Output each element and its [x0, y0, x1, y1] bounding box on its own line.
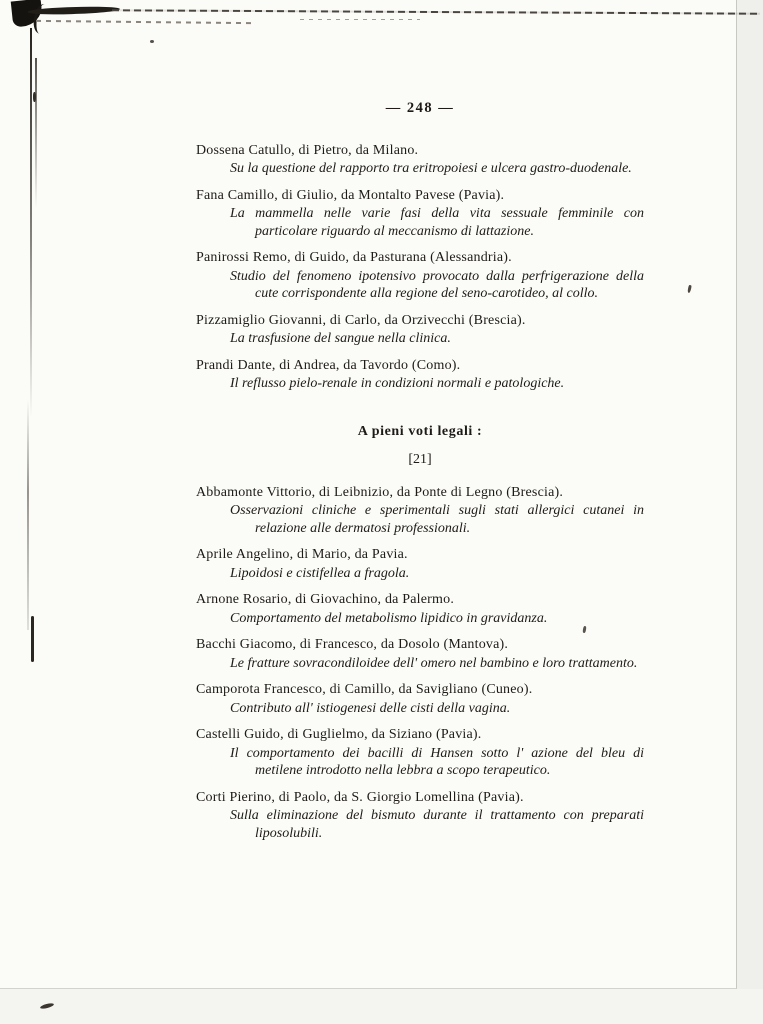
entry-title: Contributo all' istiogenesi delle cisti della vagina. — [230, 700, 511, 716]
entry-name: Aprile Angelino, di Mario, da Pavia. — [196, 547, 408, 562]
list-item — [196, 546, 644, 582]
entry-name: Pizzamiglio Giovanni, di Carlo, da Orzivecchi (Brescia). — [196, 312, 526, 328]
entry-name: Panirossi Remo, di Guido, da Pasturana (Alessandria). — [196, 250, 512, 265]
list-item — [196, 591, 644, 627]
entries-section-1 — [196, 142, 644, 393]
entry-name: Bacchi Giacomo, di Francesco, da Dosolo (Mantova). — [196, 637, 509, 652]
entry-title: Osservazioni cliniche e sperimentali sugli stati allergici cutanei in relazione alle dermatosi professionali. — [230, 503, 644, 536]
entry-name: Arnone Rosario, di Giovachino, da Palermo. — [196, 592, 455, 607]
entry-title: Comportamento del metabolismo lipidico in gravidanza. — [230, 610, 548, 626]
list-item — [196, 636, 644, 672]
entry-title: La trasfusione del sangue nella clinica. — [230, 331, 451, 346]
page-content — [196, 100, 644, 851]
list-item — [196, 249, 644, 303]
entry-title: Le fratture sovracondiloidee dell' omero nel bambino e loro trattamento. — [230, 655, 638, 671]
entry-name: Corti Pierino, di Paolo, da S. Giorgio Lomellina (Pavia). — [196, 789, 524, 805]
list-item — [196, 789, 644, 843]
entry-title: Il reflusso pielo-renale in condizioni normali e patologiche. — [230, 376, 565, 391]
entries-section-2 — [196, 484, 644, 843]
entry-name: Castelli Guido, di Guglielmo, da Siziano (Pavia). — [196, 727, 482, 742]
section-heading: A pieni voti legali : — [357, 423, 483, 439]
page-number: — 248 — — [385, 100, 455, 116]
entry-name: Camporota Francesco, di Camillo, da Savigliano (Cuneo). — [196, 682, 533, 697]
list-item — [196, 187, 644, 241]
entry-title: Su la questione del rapporto tra eritropoiesi e ulcera gastro-duodenale. — [230, 161, 632, 176]
entry-title: Lipoidosi e cistifellea a fragola. — [230, 565, 410, 581]
list-item — [196, 484, 644, 538]
entry-name: Abbamonte Vittorio, di Leibnizio, da Ponte di Legno (Brescia). — [196, 484, 564, 500]
list-item — [196, 726, 644, 780]
entry-name: Fana Camillo, di Giulio, da Montalto Pavese (Pavia). — [196, 187, 505, 203]
list-item — [196, 142, 644, 178]
scan-background — [0, 989, 763, 1024]
section-count: [21] — [408, 452, 432, 467]
entry-title: La mammella nelle varie fasi della vita sessuale femminile con particolare riguardo al meccanismo di lattazione. — [230, 206, 644, 239]
list-item — [196, 357, 644, 393]
entry-title: Il comportamento dei bacilli di Hansen sotto l' azione del bleu di metilene introdotto nella lebbra a scopo terapeutico. — [230, 745, 644, 778]
entry-name: Dossena Catullo, di Pietro, da Milano. — [196, 142, 419, 158]
list-item — [196, 681, 644, 717]
entry-name: Prandi Dante, di Andrea, da Tavordo (Como). — [196, 357, 461, 373]
section-heading-block — [196, 423, 644, 469]
entry-title: Studio del fenomeno ipotensivo provocato dalla perfrigerazione della cute corrispondente alla regione del seno-carotideo, al collo. — [230, 268, 644, 301]
entry-title: Sulla eliminazione del bismuto durante il trattamento con preparati liposolubili. — [230, 808, 644, 841]
list-item — [196, 312, 644, 348]
